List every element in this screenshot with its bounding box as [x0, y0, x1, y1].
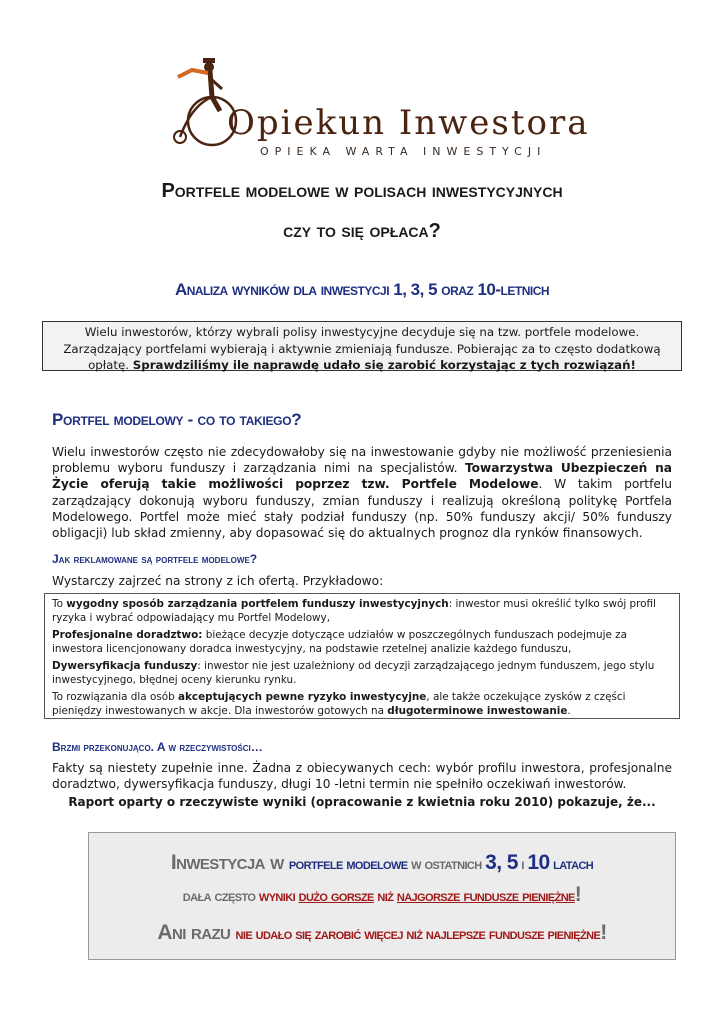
c2-e: najgorsze fundusze pieniężne — [396, 888, 575, 905]
quote-post: : inwestor nie jest uzależniony od decyzji zarządzającego jednym funduszem, jego stylu inwestycyjnego, błędnej oceny kierunku rynku. — [52, 660, 655, 686]
p1-text-b: . W takim portfelu zarządzający dokonują wyboru funduszy, zmian funduszy i realizują określoną politykę Portfela Modelowego. Portfel może mieć stały podział funduszy (np. 50% funduszy akcji/ 50% funduszy obligacji) lub skład zmienny, aby dopasować się do aktualnych prognoz dla rynków finansowych. — [52, 477, 672, 541]
quote-post: bieżące decyzje dotyczące udziałów w poszczególnych funduszach podejmuje za inwestora licencjonowany doradca inwestycyjny, na podstawie rzetelnej analizie każdego funduszu, — [52, 629, 627, 655]
c1-b: portfele modelowe — [288, 856, 408, 873]
c2-f: ! — [574, 883, 582, 906]
c3-c: ! — [600, 921, 607, 944]
quote-post: : inwestor musi określić tylko swój profil ryzyka i wybrać odpowiadający mu Portfel Modelowy, — [52, 598, 656, 624]
c1-g: latach — [549, 856, 594, 873]
section-heading-portfel — [52, 410, 301, 430]
conclusion-box — [88, 832, 676, 960]
page-title-line-2 — [0, 220, 724, 243]
quote-box — [44, 593, 680, 719]
c3-a: Ani razu — [157, 921, 236, 944]
c3-b: nie udało się zarobić więcej niż najlepsze fundusze pieniężne — [235, 926, 601, 943]
subheading-reklama-text: Jak reklamowane są portfele modelowe? — [52, 552, 258, 566]
subtitle-text: Analiza wyników dla inwestycji 1, 3, 5 oraz 10-letnich — [174, 280, 550, 299]
quote-item — [52, 597, 672, 625]
page-title-line-1 — [0, 180, 724, 203]
subheading-rzeczywistosc — [52, 740, 263, 754]
quote-item — [52, 628, 672, 656]
quote-item — [52, 659, 672, 687]
p1-bold: Towarzystwa Ubezpieczeń na Życie oferują takie możliwości poprzez tzw. Portfele Modelowe — [52, 461, 672, 492]
lead-text: Wystarczy zajrzeć na strony z ich ofertą. Przykładowo: — [52, 574, 384, 588]
c1-e: i — [517, 856, 528, 873]
subheading-reklama — [52, 552, 257, 566]
intro-text: Wielu inwestorów, którzy wybrali polisy inwestycyjne decyduje się na tzw. portfele modelowe. Zarządzający portfelami wybierają i aktywnie zmieniają fundusze. Pobierając za to często dodatkową opłatę. — [63, 325, 661, 372]
p1-text-a: Wielu inwestorów często nie zdecydowałoby się na inwestowanie gdyby nie możliwość przeniesienia problemu wyboru funduszy i zarządzania nimi na specjalistów. — [52, 445, 672, 476]
paragraph-fakty: Fakty są niestety zupełnie inne. Żadna z obiecywanych cech: wybór profilu inwestora, profesjonalne doradztwo, dywersyfikacja funduszy, długi 10 -letni termin nie spełniło oczekiwań inwestorów. — [52, 761, 672, 792]
title-text-2: czy to się opłaca? — [283, 220, 441, 242]
quote-bold: Profesjonalne doradztwo: — [52, 629, 203, 641]
quote-item — [52, 690, 672, 718]
brand-tagline: OPIEKA WARTA INWESTYCJI — [260, 145, 547, 158]
brand-name: Opiekun Inwestora — [227, 103, 590, 143]
conclusion-line-3 — [89, 921, 675, 945]
c1-c: w ostatnich — [407, 856, 486, 873]
conclusion-line-2 — [89, 883, 675, 907]
subheading-rzeczywistosc-text: Brzmi przekonująco. A w rzeczywistości… — [52, 740, 263, 754]
quote-bold: akceptujących pewne ryzyko inwestycyjne — [178, 691, 427, 703]
quote-bold-2: długoterminowe inwestowanie — [387, 705, 568, 717]
c1-f: 10 — [527, 851, 550, 874]
quote-post-2: . — [567, 705, 571, 717]
subtitle — [0, 280, 724, 300]
title-text-1: Portfele modelowe w polisach inwestycyjnych — [161, 180, 563, 202]
quote-pre: To — [52, 598, 67, 610]
quote-pre: To rozwiązania dla osób — [52, 691, 178, 703]
section-heading-text: Portfel modelowy - co to takiego? — [52, 410, 302, 429]
c1-d: 3, 5 — [485, 851, 518, 874]
intro-box — [42, 321, 682, 371]
c1-a: Inwestycja w — [170, 851, 289, 874]
report-line: Raport oparty o rzeczywiste wyniki (opracowanie z kwietnia roku 2010) pokazuje, że... — [68, 795, 656, 809]
c2-d: niż — [373, 888, 397, 905]
quote-bold: Dywersyfikacja funduszy — [52, 660, 198, 672]
quote-post: , ale także oczekujące zysków z części pieniędzy inwestowanych w akcje. Dla inwestorów gotowych na — [52, 691, 626, 717]
c2-c: dużo gorsze — [298, 888, 374, 905]
c2-a: dała często — [182, 888, 259, 905]
intro-bold: Sprawdziliśmy ile naprawdę udało się zarobić korzystając z tych rozwiązań! — [132, 358, 636, 372]
paragraph-portfel — [52, 444, 672, 541]
logo — [165, 55, 590, 175]
c2-b: wyniki — [258, 888, 299, 905]
quote-bold: wygodny sposób zarządzania portfelem funduszy inwestycyjnych — [66, 598, 449, 610]
conclusion-line-1 — [89, 851, 675, 875]
